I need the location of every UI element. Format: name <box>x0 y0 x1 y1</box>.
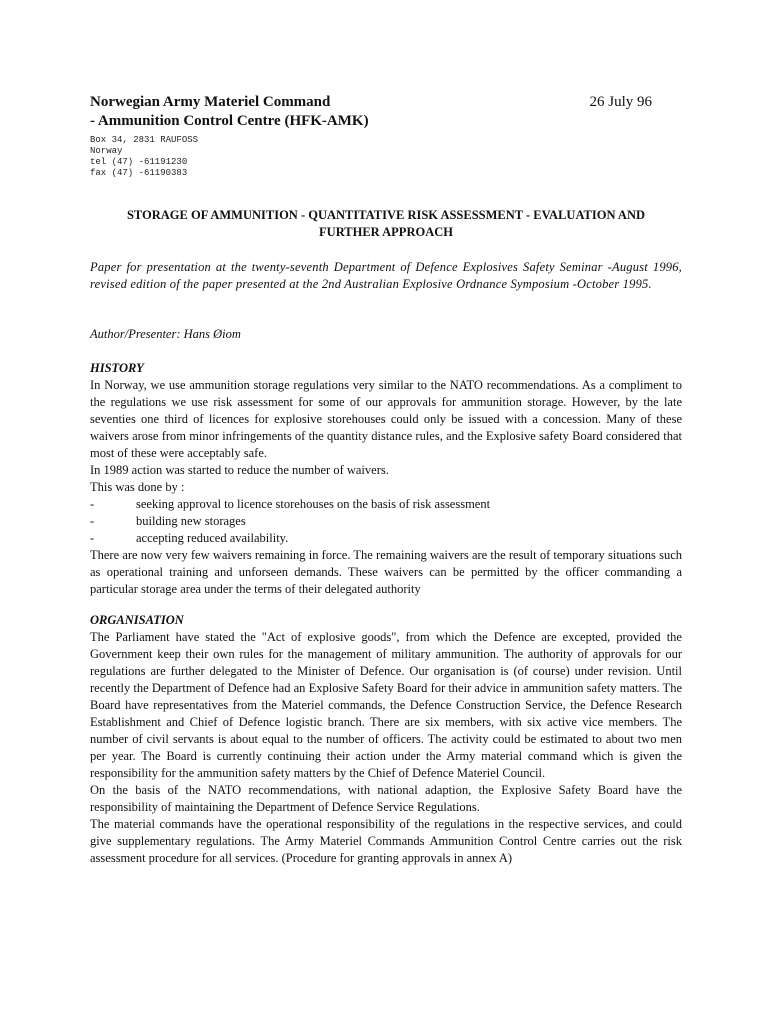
organisation-paragraph: The material commands have the operational responsibility of the regulations in the respective services, and could give supplementary regulations. The Army Materiel Commands Ammunition Control Centre carries out the risk assessment procedure for all services. (Procedure for granting approvals in annex A) <box>90 817 682 865</box>
list-item-text: building new storages <box>136 514 246 528</box>
organisation-section <box>90 612 682 867</box>
fax-line: fax (47) -61190383 <box>90 168 188 178</box>
bullet-mark: - <box>90 514 95 528</box>
title-line1: STORAGE OF AMMUNITION - QUANTITATIVE RISK ASSESSMENT - EVALUATION AND <box>126 208 646 222</box>
list-item <box>90 513 682 530</box>
list-item-text: accepting reduced availability. <box>136 531 289 545</box>
organisation-paragraph: On the basis of the NATO recommendations, with national adaption, the Explosive Safety Board have the responsibility of maintaining the Department of Defence Service Regulations. <box>90 783 682 814</box>
letterhead <box>90 93 682 179</box>
address-line: Box 34, 2831 RAUFOSS <box>90 135 199 145</box>
document-title <box>90 207 682 241</box>
phone-line: tel (47) -61191230 <box>90 157 188 167</box>
list-item <box>90 530 682 547</box>
organisation-heading: ORGANISATION <box>90 613 184 627</box>
document-date: 26 July 96 <box>589 94 652 110</box>
history-paragraph: In 1989 action was started to reduce the number of waivers. <box>90 463 389 477</box>
paper-note: Paper for presentation at the twenty-seventh Department of Defence Explosives Safety Seminar -August 1996, revised edition of the paper presented at the 2nd Australian Explosive Ordnance Symposium -October 1995. <box>90 260 682 291</box>
history-heading: HISTORY <box>90 361 144 375</box>
history-paragraph: In Norway, we use ammunition storage regulations very similar to the NATO recommendations. As a compliment to the regulations we use risk assessment for some of our approvals for ammunition storage. However, by the late seventies one third of licences for explosive storehouses could only be issued with a concession. Many of these waivers arose from minor infringements of the quantity distance rules, and the Explosive safety Board considered that most of these were acceptably safe. <box>90 378 682 460</box>
address-block <box>90 135 682 179</box>
author-line: Author/Presenter: Hans Øiom <box>90 327 241 341</box>
organisation-paragraph: The Parliament have stated the "Act of explosive goods", from which the Defence are excepted, provided the Government keep their own rules for the management of military ammunition. The authority of approvals for our regulations are further delegated to the Minister of Defence. Our organisation is (of course) under revision. Until recently the Department of Defence had an Explosive Safety Board for their advice in ammunition safety matters. The Board have representatives from the Materiel commands, the Defence Construction Service, the Defence Research Establishment and Chief of Defence logistic branch. There are six members, with six active vice members. The number of civil servants is about equal to the number of officers. The activity could be estimated to about two men per year. The Board is currently continuing their action under the Army material command which is given the responsibility for the ammunition safety matters by the Chief of Defence Materiel Council. <box>90 630 682 780</box>
history-paragraph: There are now very few waivers remaining in force. The remaining waivers are the result of temporary situations such as operational training and unforseen demands. These waivers can be permitted by the officer commanding a particular storage area under the terms of their delegated authority <box>90 548 682 596</box>
org-name-line1: Norwegian Army Materiel Command <box>90 94 331 110</box>
list-item <box>90 496 682 513</box>
title-line2: FURTHER APPROACH <box>319 225 453 239</box>
list-item-text: seeking approval to licence storehouses on the basis of risk assessment <box>136 497 491 511</box>
history-paragraph: This was done by : <box>90 480 185 494</box>
org-name-line2: - Ammunition Control Centre (HFK-AMK) <box>90 113 369 129</box>
bullet-mark: - <box>90 531 95 545</box>
address-line: Norway <box>90 146 123 156</box>
history-section <box>90 360 682 598</box>
bullet-mark: - <box>90 497 95 511</box>
document-page <box>90 0 682 1024</box>
